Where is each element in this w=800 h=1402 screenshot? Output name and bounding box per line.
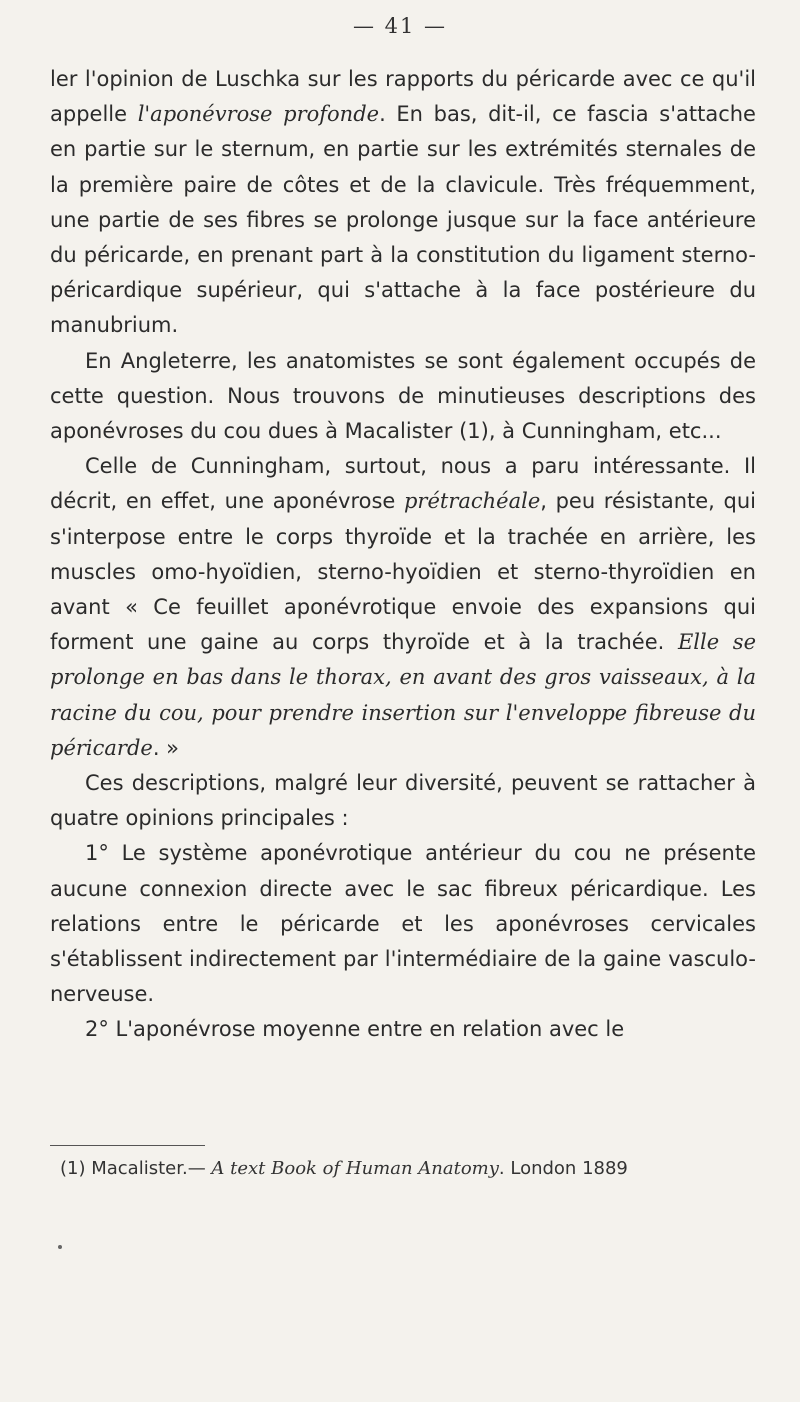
paragraph: [50, 449, 756, 766]
text-run: ler l'opinion de Luschka sur les rapports du péricarde avec ce qu'il appelle: [50, 67, 756, 127]
text-run: . En bas, dit-il, ce fascia s'attache en partie sur le sternum, en partie sur les extrémités sternales de la première paire de côtes et de la clavicule. Très fréquemment, une partie de ses fibres se prolonge jusque sur la face antérieure du péricarde, en prenant part à la constitution du ligament sterno-péricardique supérieur, qui s'attache à la face postérieure du manubrium.: [50, 102, 756, 338]
text-run: 1° Le système aponévrotique antérieur du cou ne présente aucune connexion directe avec le sac fibreux péricardique. Les relations entre le péricarde et les aponévroses cervicales s'établissent indirectement par l'intermédiaire de la gaine vasculo-nerveuse.: [50, 841, 756, 1007]
paragraph: [50, 836, 756, 1012]
italic-text: prétrachéale: [403, 489, 541, 514]
text-run: En Angleterre, les anatomistes se sont également occupés de cette question. Nous trouvons de minutieuses descriptions des aponévroses du cou dues à Macalister (1), à Cunningham, etc...: [50, 348, 756, 444]
italic-text: l'aponévrose profonde: [137, 102, 380, 127]
footnote-divider: [50, 1145, 205, 1146]
text-run: Ces descriptions, malgré leur diversité, peuvent se rattacher à quatre opinions principales :: [50, 771, 756, 831]
italic-text: Elle se prolonge en bas dans le thorax, en avant des gros vaisseaux, à la racine du cou, pour prendre insertion sur l'enveloppe fibreuse du péricarde: [50, 630, 756, 760]
footnote: [60, 1156, 760, 1182]
paragraph: [50, 1012, 756, 1047]
text-run: (1) Macalister.—: [60, 1158, 212, 1179]
italic-text: A text Book of Human Anatomy: [211, 1158, 499, 1179]
paragraph: [50, 344, 756, 450]
page-number: — 41 —: [352, 14, 448, 38]
paragraph: [50, 62, 756, 344]
paragraph: [50, 766, 756, 836]
paper-speck: [58, 1245, 62, 1249]
text-run: . London 1889: [498, 1158, 628, 1179]
text-run: . »: [152, 735, 180, 760]
body-text: [50, 62, 756, 1048]
text-run: 2° L'aponévrose moyenne entre en relation avec le: [85, 1017, 625, 1042]
text-run: Celle de Cunningham, surtout, nous a paru intéressante. Il décrit, en effet, une aponévrose: [50, 454, 756, 514]
text-run: , peu résistante, qui s'interpose entre le corps thyroïde et la trachée en arrière, les muscles omo-hyoïdien, sterno-hyoïdien et sterno-thyroïdien en avant « Ce feuillet aponévrotique envoie des expansions qui forment une gaine au corps thyroïde et à la trachée.: [50, 489, 756, 655]
